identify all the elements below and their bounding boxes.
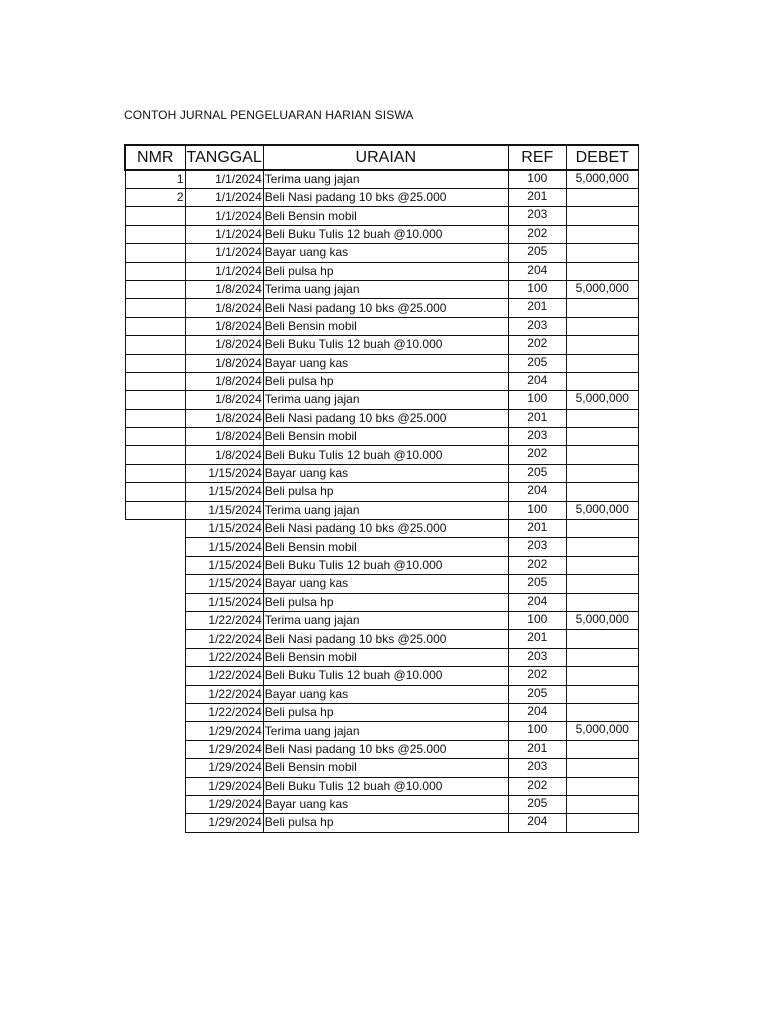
cell-uraian: Beli Bensin mobil bbox=[263, 428, 508, 446]
table-row bbox=[125, 244, 638, 262]
cell-debet bbox=[566, 354, 638, 372]
cell-debet bbox=[566, 685, 638, 703]
cell-uraian: Bayar uang kas bbox=[263, 464, 508, 482]
cell-ref: 204 bbox=[508, 483, 566, 501]
table-row bbox=[125, 630, 638, 648]
cell-nmr bbox=[125, 280, 185, 298]
cell-tanggal: 1/15/2024 bbox=[185, 593, 263, 611]
cell-tanggal: 1/22/2024 bbox=[185, 703, 263, 721]
cell-uraian: Beli Bensin mobil bbox=[263, 759, 508, 777]
cell-uraian: Beli Buku Tulis 12 buah @10.000 bbox=[263, 446, 508, 464]
cell-tanggal: 1/22/2024 bbox=[185, 685, 263, 703]
cell-nmr bbox=[125, 207, 185, 225]
cell-ref: 203 bbox=[508, 428, 566, 446]
table-row bbox=[125, 575, 638, 593]
cell-ref: 205 bbox=[508, 575, 566, 593]
cell-uraian: Beli Bensin mobil bbox=[263, 648, 508, 666]
cell-uraian: Terima uang jajan bbox=[263, 170, 508, 189]
cell-nmr bbox=[125, 575, 185, 593]
table-row bbox=[125, 446, 638, 464]
cell-ref: 201 bbox=[508, 630, 566, 648]
cell-nmr bbox=[125, 244, 185, 262]
cell-nmr bbox=[125, 722, 185, 740]
cell-uraian: Beli Bensin mobil bbox=[263, 538, 508, 556]
table-row bbox=[125, 170, 638, 189]
cell-uraian: Terima uang jajan bbox=[263, 280, 508, 298]
cell-nmr bbox=[125, 391, 185, 409]
cell-uraian: Bayar uang kas bbox=[263, 244, 508, 262]
cell-uraian: Beli Buku Tulis 12 buah @10.000 bbox=[263, 777, 508, 795]
cell-uraian: Beli Buku Tulis 12 buah @10.000 bbox=[263, 667, 508, 685]
table-row bbox=[125, 372, 638, 390]
cell-uraian: Beli Nasi padang 10 bks @25.000 bbox=[263, 189, 508, 207]
cell-tanggal: 1/15/2024 bbox=[185, 520, 263, 538]
table-row bbox=[125, 740, 638, 758]
cell-nmr bbox=[125, 795, 185, 813]
table-row bbox=[125, 336, 638, 354]
table-row bbox=[125, 207, 638, 225]
cell-ref: 205 bbox=[508, 354, 566, 372]
table-body bbox=[125, 170, 638, 832]
cell-debet bbox=[566, 648, 638, 666]
header-ref: REF bbox=[508, 145, 566, 170]
cell-debet bbox=[566, 446, 638, 464]
cell-tanggal: 1/29/2024 bbox=[185, 777, 263, 795]
cell-debet bbox=[566, 317, 638, 335]
cell-tanggal: 1/15/2024 bbox=[185, 483, 263, 501]
cell-uraian: Terima uang jajan bbox=[263, 722, 508, 740]
cell-tanggal: 1/1/2024 bbox=[185, 189, 263, 207]
cell-tanggal: 1/22/2024 bbox=[185, 667, 263, 685]
cell-ref: 100 bbox=[508, 391, 566, 409]
cell-uraian: Beli pulsa hp bbox=[263, 483, 508, 501]
table-row bbox=[125, 225, 638, 243]
cell-debet: 5,000,000 bbox=[566, 391, 638, 409]
header-tanggal: TANGGAL bbox=[185, 145, 263, 170]
cell-uraian: Bayar uang kas bbox=[263, 354, 508, 372]
cell-tanggal: 1/1/2024 bbox=[185, 170, 263, 189]
cell-ref: 203 bbox=[508, 648, 566, 666]
journal-table bbox=[124, 144, 639, 833]
table-row bbox=[125, 611, 638, 629]
table-row bbox=[125, 556, 638, 574]
table-row bbox=[125, 667, 638, 685]
cell-debet: 5,000,000 bbox=[566, 280, 638, 298]
cell-nmr bbox=[125, 520, 185, 538]
cell-ref: 204 bbox=[508, 262, 566, 280]
cell-ref: 203 bbox=[508, 538, 566, 556]
table-row bbox=[125, 354, 638, 372]
table-row bbox=[125, 483, 638, 501]
table-row bbox=[125, 428, 638, 446]
cell-debet bbox=[566, 703, 638, 721]
cell-tanggal: 1/8/2024 bbox=[185, 280, 263, 298]
cell-debet: 5,000,000 bbox=[566, 170, 638, 189]
table-row bbox=[125, 501, 638, 519]
cell-nmr bbox=[125, 483, 185, 501]
table-row bbox=[125, 593, 638, 611]
cell-uraian: Beli Bensin mobil bbox=[263, 207, 508, 225]
cell-debet bbox=[566, 740, 638, 758]
cell-ref: 202 bbox=[508, 225, 566, 243]
table-row bbox=[125, 722, 638, 740]
cell-ref: 201 bbox=[508, 740, 566, 758]
cell-ref: 201 bbox=[508, 520, 566, 538]
cell-ref: 205 bbox=[508, 244, 566, 262]
cell-ref: 205 bbox=[508, 464, 566, 482]
cell-tanggal: 1/8/2024 bbox=[185, 317, 263, 335]
cell-debet: 5,000,000 bbox=[566, 722, 638, 740]
cell-uraian: Beli Buku Tulis 12 buah @10.000 bbox=[263, 336, 508, 354]
cell-nmr bbox=[125, 593, 185, 611]
header-debet: DEBET bbox=[566, 145, 638, 170]
cell-tanggal: 1/8/2024 bbox=[185, 391, 263, 409]
cell-uraian: Beli Nasi padang 10 bks @25.000 bbox=[263, 740, 508, 758]
cell-tanggal: 1/29/2024 bbox=[185, 759, 263, 777]
cell-tanggal: 1/8/2024 bbox=[185, 299, 263, 317]
cell-nmr bbox=[125, 354, 185, 372]
cell-tanggal: 1/29/2024 bbox=[185, 814, 263, 832]
cell-tanggal: 1/8/2024 bbox=[185, 446, 263, 464]
cell-ref: 100 bbox=[508, 611, 566, 629]
cell-nmr bbox=[125, 685, 185, 703]
cell-ref: 204 bbox=[508, 703, 566, 721]
cell-tanggal: 1/15/2024 bbox=[185, 501, 263, 519]
cell-nmr bbox=[125, 648, 185, 666]
cell-debet bbox=[566, 520, 638, 538]
cell-ref: 202 bbox=[508, 777, 566, 795]
table-header bbox=[125, 145, 638, 170]
cell-tanggal: 1/8/2024 bbox=[185, 336, 263, 354]
cell-nmr: 2 bbox=[125, 189, 185, 207]
cell-nmr bbox=[125, 299, 185, 317]
cell-debet bbox=[566, 336, 638, 354]
table-row bbox=[125, 317, 638, 335]
cell-uraian: Beli Nasi padang 10 bks @25.000 bbox=[263, 520, 508, 538]
cell-nmr bbox=[125, 538, 185, 556]
cell-ref: 202 bbox=[508, 556, 566, 574]
cell-nmr bbox=[125, 814, 185, 832]
cell-tanggal: 1/1/2024 bbox=[185, 225, 263, 243]
cell-ref: 201 bbox=[508, 189, 566, 207]
cell-uraian: Bayar uang kas bbox=[263, 795, 508, 813]
cell-nmr bbox=[125, 611, 185, 629]
cell-ref: 204 bbox=[508, 372, 566, 390]
cell-nmr bbox=[125, 464, 185, 482]
cell-tanggal: 1/29/2024 bbox=[185, 795, 263, 813]
cell-ref: 100 bbox=[508, 280, 566, 298]
cell-uraian: Bayar uang kas bbox=[263, 685, 508, 703]
cell-nmr bbox=[125, 317, 185, 335]
cell-debet bbox=[566, 244, 638, 262]
cell-tanggal: 1/22/2024 bbox=[185, 630, 263, 648]
cell-nmr bbox=[125, 336, 185, 354]
page-title: CONTOH JURNAL PENGELUARAN HARIAN SISWA bbox=[124, 108, 414, 122]
cell-uraian: Beli pulsa hp bbox=[263, 372, 508, 390]
cell-tanggal: 1/8/2024 bbox=[185, 354, 263, 372]
table-row bbox=[125, 409, 638, 427]
cell-debet: 5,000,000 bbox=[566, 501, 638, 519]
cell-debet bbox=[566, 795, 638, 813]
cell-debet bbox=[566, 814, 638, 832]
cell-uraian: Beli pulsa hp bbox=[263, 593, 508, 611]
table-row bbox=[125, 262, 638, 280]
cell-ref: 204 bbox=[508, 814, 566, 832]
cell-uraian: Beli Nasi padang 10 bks @25.000 bbox=[263, 630, 508, 648]
cell-uraian: Beli Bensin mobil bbox=[263, 317, 508, 335]
cell-tanggal: 1/15/2024 bbox=[185, 538, 263, 556]
table-row bbox=[125, 648, 638, 666]
cell-debet bbox=[566, 207, 638, 225]
cell-uraian: Beli pulsa hp bbox=[263, 814, 508, 832]
cell-uraian: Beli pulsa hp bbox=[263, 703, 508, 721]
header-uraian: URAIAN bbox=[263, 145, 508, 170]
cell-tanggal: 1/15/2024 bbox=[185, 464, 263, 482]
cell-tanggal: 1/22/2024 bbox=[185, 648, 263, 666]
cell-tanggal: 1/8/2024 bbox=[185, 428, 263, 446]
cell-tanggal: 1/8/2024 bbox=[185, 372, 263, 390]
cell-debet bbox=[566, 483, 638, 501]
cell-nmr bbox=[125, 262, 185, 280]
cell-nmr bbox=[125, 667, 185, 685]
table-row bbox=[125, 189, 638, 207]
cell-tanggal: 1/29/2024 bbox=[185, 722, 263, 740]
cell-debet bbox=[566, 299, 638, 317]
table-row bbox=[125, 795, 638, 813]
cell-ref: 203 bbox=[508, 759, 566, 777]
header-row bbox=[125, 145, 638, 170]
cell-nmr bbox=[125, 225, 185, 243]
cell-uraian: Terima uang jajan bbox=[263, 611, 508, 629]
cell-debet bbox=[566, 225, 638, 243]
cell-ref: 100 bbox=[508, 501, 566, 519]
cell-uraian: Beli Buku Tulis 12 buah @10.000 bbox=[263, 225, 508, 243]
cell-ref: 201 bbox=[508, 409, 566, 427]
table-row bbox=[125, 464, 638, 482]
table-row bbox=[125, 280, 638, 298]
cell-ref: 203 bbox=[508, 317, 566, 335]
table-row bbox=[125, 777, 638, 795]
table-row bbox=[125, 299, 638, 317]
cell-debet bbox=[566, 630, 638, 648]
cell-nmr bbox=[125, 703, 185, 721]
cell-nmr bbox=[125, 630, 185, 648]
cell-ref: 203 bbox=[508, 207, 566, 225]
cell-ref: 205 bbox=[508, 795, 566, 813]
cell-ref: 205 bbox=[508, 685, 566, 703]
cell-debet bbox=[566, 538, 638, 556]
table-row bbox=[125, 520, 638, 538]
cell-nmr bbox=[125, 446, 185, 464]
cell-debet bbox=[566, 759, 638, 777]
cell-ref: 204 bbox=[508, 593, 566, 611]
cell-nmr bbox=[125, 409, 185, 427]
cell-nmr: 1 bbox=[125, 170, 185, 189]
table-row bbox=[125, 685, 638, 703]
cell-tanggal: 1/15/2024 bbox=[185, 556, 263, 574]
cell-uraian: Beli pulsa hp bbox=[263, 262, 508, 280]
cell-uraian: Beli Nasi padang 10 bks @25.000 bbox=[263, 299, 508, 317]
cell-debet bbox=[566, 593, 638, 611]
cell-tanggal: 1/1/2024 bbox=[185, 262, 263, 280]
cell-nmr bbox=[125, 740, 185, 758]
cell-debet bbox=[566, 409, 638, 427]
table-row bbox=[125, 538, 638, 556]
cell-tanggal: 1/8/2024 bbox=[185, 409, 263, 427]
cell-nmr bbox=[125, 501, 185, 519]
cell-debet bbox=[566, 575, 638, 593]
table-row bbox=[125, 814, 638, 832]
cell-uraian: Terima uang jajan bbox=[263, 391, 508, 409]
cell-debet bbox=[566, 556, 638, 574]
cell-tanggal: 1/1/2024 bbox=[185, 207, 263, 225]
cell-ref: 100 bbox=[508, 170, 566, 189]
cell-debet bbox=[566, 464, 638, 482]
cell-debet bbox=[566, 372, 638, 390]
cell-debet bbox=[566, 777, 638, 795]
table-row bbox=[125, 759, 638, 777]
cell-nmr bbox=[125, 428, 185, 446]
table-row bbox=[125, 703, 638, 721]
cell-uraian: Beli Buku Tulis 12 buah @10.000 bbox=[263, 556, 508, 574]
cell-debet bbox=[566, 667, 638, 685]
cell-ref: 202 bbox=[508, 336, 566, 354]
cell-debet: 5,000,000 bbox=[566, 611, 638, 629]
table-row bbox=[125, 391, 638, 409]
cell-nmr bbox=[125, 372, 185, 390]
cell-nmr bbox=[125, 556, 185, 574]
cell-tanggal: 1/15/2024 bbox=[185, 575, 263, 593]
cell-debet bbox=[566, 428, 638, 446]
cell-tanggal: 1/1/2024 bbox=[185, 244, 263, 262]
cell-uraian: Bayar uang kas bbox=[263, 575, 508, 593]
header-nmr: NMR bbox=[125, 145, 185, 170]
cell-ref: 100 bbox=[508, 722, 566, 740]
cell-debet bbox=[566, 262, 638, 280]
cell-tanggal: 1/22/2024 bbox=[185, 611, 263, 629]
cell-tanggal: 1/29/2024 bbox=[185, 740, 263, 758]
cell-debet bbox=[566, 189, 638, 207]
cell-ref: 202 bbox=[508, 667, 566, 685]
cell-ref: 202 bbox=[508, 446, 566, 464]
cell-uraian: Beli Nasi padang 10 bks @25.000 bbox=[263, 409, 508, 427]
cell-nmr bbox=[125, 777, 185, 795]
cell-ref: 201 bbox=[508, 299, 566, 317]
cell-uraian: Terima uang jajan bbox=[263, 501, 508, 519]
cell-nmr bbox=[125, 759, 185, 777]
